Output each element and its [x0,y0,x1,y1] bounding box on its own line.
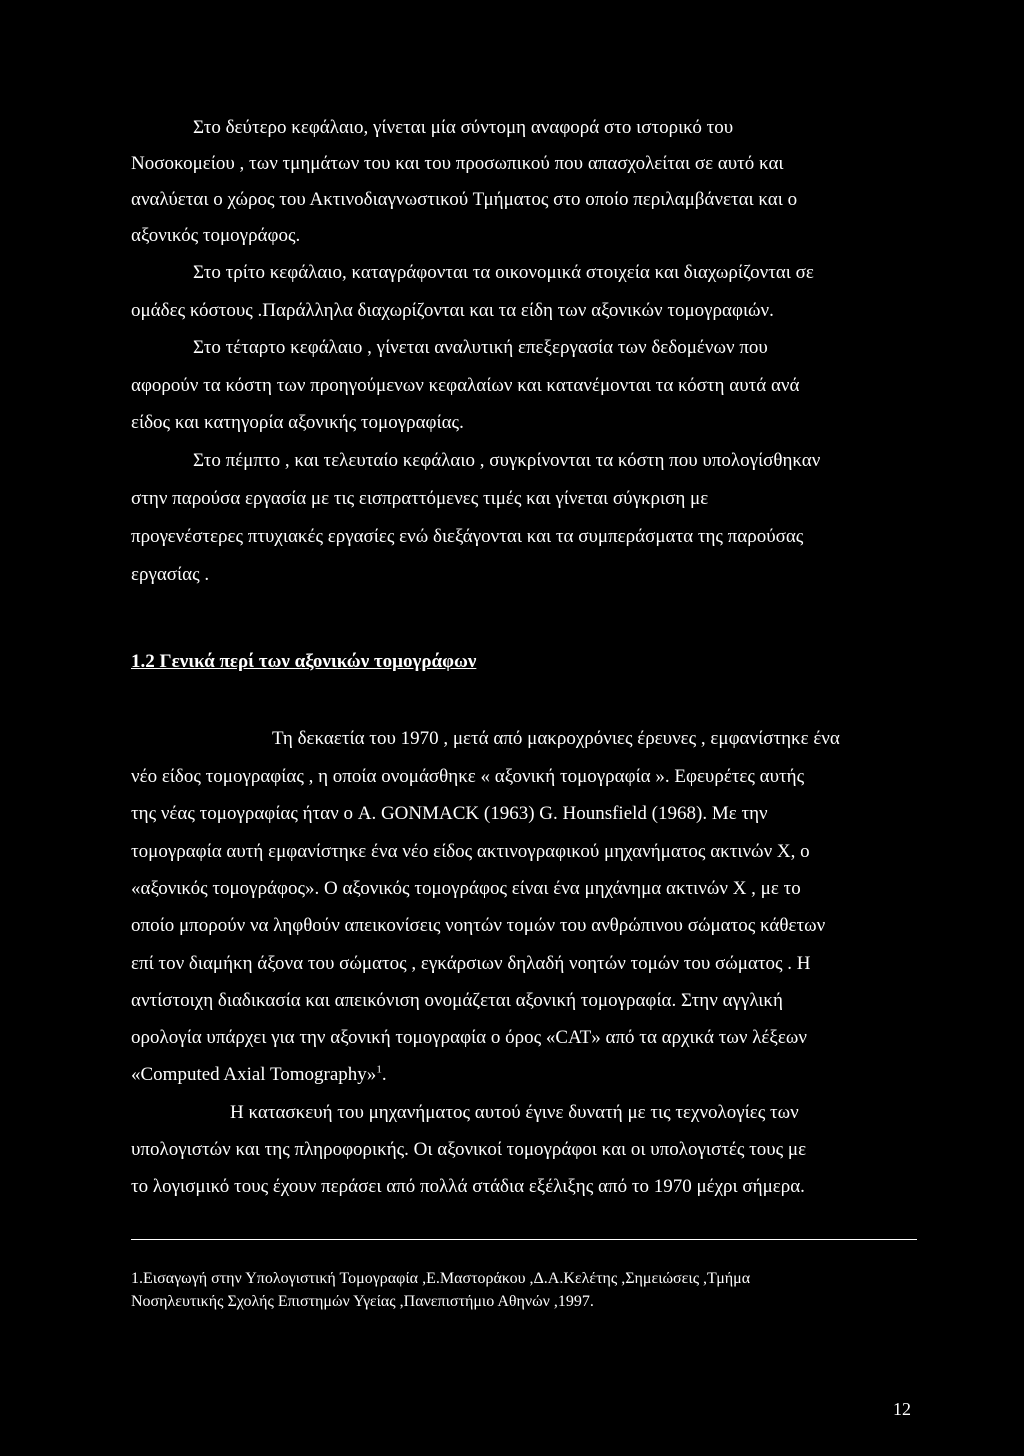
section-line: Τη δεκαετία του 1970 , μετά από μακροχρόνιες έρευνες , εμφανίστηκε ένα [272,728,840,749]
intro-line: Νοσοκομείου , των τμημάτων του και του προσωπικού που απασχολείται σε αυτό και [131,153,784,174]
section-line: της νέας τομογραφίας ήταν ο A. GONMACK (1963) G. Hounsfield (1968). Με την [131,803,768,824]
section-line-end: . [381,1064,387,1085]
section-line-with-footnote [131,1063,387,1087]
section-line: Η κατασκευή του μηχανήματος αυτού έγινε δυνατή με τις τεχνολογίες των [230,1102,799,1123]
section-line: υπολογιστών και της πληροφορικής. Οι αξονικοί τομογράφοι και οι υπολογιστές τους με [131,1139,807,1160]
footnote-line: Νοσηλευτικής Σχολής Επιστημών Υγείας ,Πανεπιστήμιο Αθηνών ,1997. [131,1293,594,1310]
intro-line: αξονικός τομογράφος. [131,225,301,246]
intro-line: αφορούν τα κόστη των προηγούμενων κεφαλαίων και κατανέμονται τα κόστη αυτά ανά [131,375,800,396]
section-line: νέο είδος τομογραφίας , η οποία ονομάσθηκε « αξονική τομογραφία ». Εφευρέτες αυτής [131,766,805,787]
section-line: «αξονικός τομογράφος». Ο αξονικός τομογράφος είναι ένα μηχάνημα ακτινών Χ , με το [131,878,801,899]
intro-line: είδος και κατηγορία αξονικής τομογραφίας. [131,412,464,433]
footnote-divider [131,1239,917,1240]
intro-line: Στο πέμπτο , και τελευταίο κεφάλαιο , συγκρίνονται τα κόστη που υπολογίσθηκαν [193,450,821,471]
section-line: τομογραφία αυτή εμφανίστηκε ένα νέο είδος ακτινογραφικού μηχανήματος ακτινών Χ, ο [131,841,810,862]
section-line: το λογισμικό τους έχουν περάσει από πολλά στάδια εξέλιξης από το 1970 μέχρι σήμερα. [131,1176,805,1197]
intro-line: Στο τρίτο κεφάλαιο, καταγράφονται τα οικονομικά στοιχεία και διαχωρίζονται σε [193,262,814,283]
section-line: οποίο μπορούν να ληφθούν απεικονίσεις νοητών τομών του ανθρώπινου σώματος κάθετων [131,915,826,936]
footnote-marker: 1 [376,1063,382,1076]
intro-line: αναλύεται ο χώρος του Ακτινοδιαγνωστικού Τμήματος στο οποίο περιλαμβάνεται και ο [131,189,798,210]
intro-line: προγενέστερες πτυχιακές εργασίες ενώ διεξάγονται και τα συμπεράσματα της παρούσας [131,526,804,547]
section-line: ορολογία υπάρχει για την αξονική τομογραφία ο όρος «CAT» από τα αρχικά των λέξεων [131,1027,807,1048]
section-heading: 1.2 Γενικά περί των αξονικών τομογράφων [131,651,477,672]
section-line: αντίστοιχη διαδικασία και απεικόνιση ονομάζεται αξονική τομογραφία. Στην αγγλική [131,990,783,1011]
page-number: 12 [893,1399,911,1419]
intro-line: εργασίας . [131,564,210,585]
section-line-text: «Computed Axial Tomography» [131,1064,377,1085]
footnote-line: 1.Εισαγωγή στην Υπολογιστική Τομογραφία ,Ε.Μαστοράκου ,Δ.Α.Κελέτης ,Σημειώσεις ,Τμήμα [131,1270,751,1287]
intro-line: στην παρούσα εργασία με τις εισπραττόμενες τιμές και γίνεται σύγκριση με [131,488,709,509]
intro-line: ομάδες κόστους .Παράλληλα διαχωρίζονται και τα είδη των αξονικών τομογραφιών. [131,300,774,321]
intro-line: Στο δεύτερο κεφάλαιο, γίνεται μία σύντομη αναφορά στο ιστορικό του [193,117,734,138]
section-line: επί τον διαμήκη άξονα του σώματος , εγκάρσιων δηλαδή νοητών τομών του σώματος . Η [131,953,811,974]
intro-line: Στο τέταρτο κεφάλαιο , γίνεται αναλυτική επεξεργασία των δεδομένων που [193,337,768,358]
